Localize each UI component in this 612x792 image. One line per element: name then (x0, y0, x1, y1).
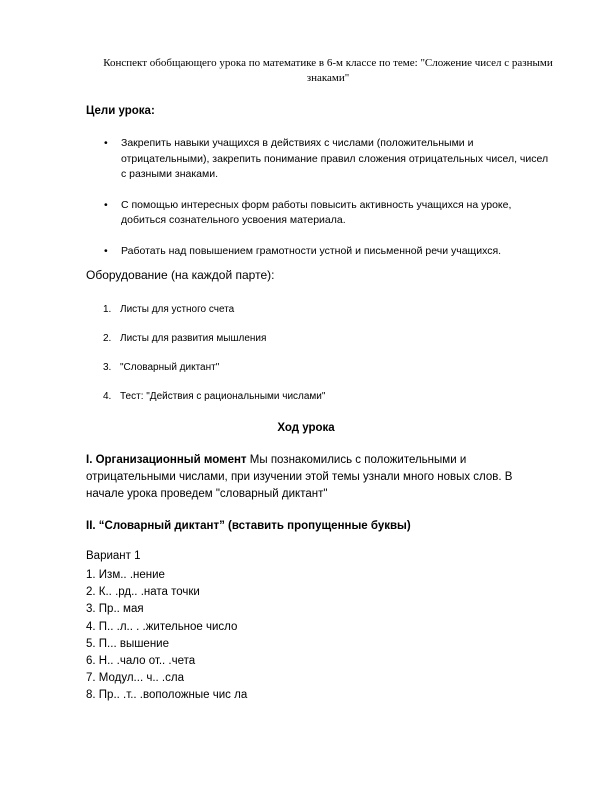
equipment-list (86, 303, 556, 419)
variant-label: Вариант 1 (86, 550, 141, 562)
goal-item (86, 244, 556, 260)
goal-text: С помощью интересных форм работы повысить активность учащихся на уроке, добиться сознательного усвоения материала. (121, 198, 512, 226)
equipment-text: Листы для устного счета (120, 304, 235, 315)
equipment-item (86, 361, 556, 375)
dictation-item: 6. Н.. .чало от.. .чета (86, 655, 196, 668)
equipment-item (86, 332, 556, 346)
bullet-icon: • (104, 198, 108, 211)
equipment-text: Тест: "Действия с рациональными числами" (120, 391, 326, 402)
equipment-item (86, 303, 556, 317)
dictation-item: 5. П... вышение (86, 637, 169, 650)
bullet-icon: • (104, 244, 108, 257)
dictation-item: 7. Модул... ч.. .сла (86, 672, 184, 685)
section-1-title: I. Организационный момент (86, 454, 247, 466)
dictation-item: 1. Изм.. .нение (86, 569, 165, 581)
section-2-title: II. “Словарный диктант” (вставить пропущенные буквы) (86, 520, 411, 532)
equipment-text: "Словарный диктант" (120, 362, 220, 373)
dictation-item: 2. К.. .рд.. .ната точки (86, 586, 200, 599)
bullet-icon: • (104, 137, 108, 149)
equipment-item (86, 390, 556, 404)
goals-heading: Цели урока: (86, 105, 155, 117)
dictation-item: 3. Пр.. мая (86, 603, 144, 616)
goal-text: Работать над повышением грамотности устной и письменной речи учащихся. (121, 244, 502, 257)
goal-item (86, 136, 556, 183)
item-number: 1. (103, 304, 112, 315)
equipment-heading: Оборудование (на каждой парте): (86, 268, 275, 282)
section-1-text: Мы познакомились с положительными и отрицательными числами, при изучении этой темы узнали много новых слов. В начале урока проведем "словарный диктант" (86, 454, 513, 500)
document-title: Конспект обобщающего урока по математике в 6-м классе по теме: "Сложение чисел с разными знаками" (103, 57, 553, 84)
dictation-list (86, 567, 247, 705)
dictation-item: 4. П.. .л.. . .жительное число (86, 620, 238, 633)
equipment-text: Листы для развития мышления (120, 333, 267, 344)
dictation-item: 8. Пр.. .т.. .воположные чис ла (86, 689, 248, 702)
section-1-paragraph (86, 452, 546, 503)
item-number: 4. (103, 391, 112, 402)
goal-item (86, 198, 556, 229)
goals-list (86, 136, 556, 274)
item-number: 2. (103, 333, 112, 344)
item-number: 3. (103, 362, 112, 373)
goal-text: Закрепить навыки учащихся в действиях с числами (положительными и отрицательными), закрепить понимание правил сложения отрицательных чисел, чисел с разными знаками. (121, 137, 549, 180)
lesson-heading: Ход урока (277, 422, 335, 434)
